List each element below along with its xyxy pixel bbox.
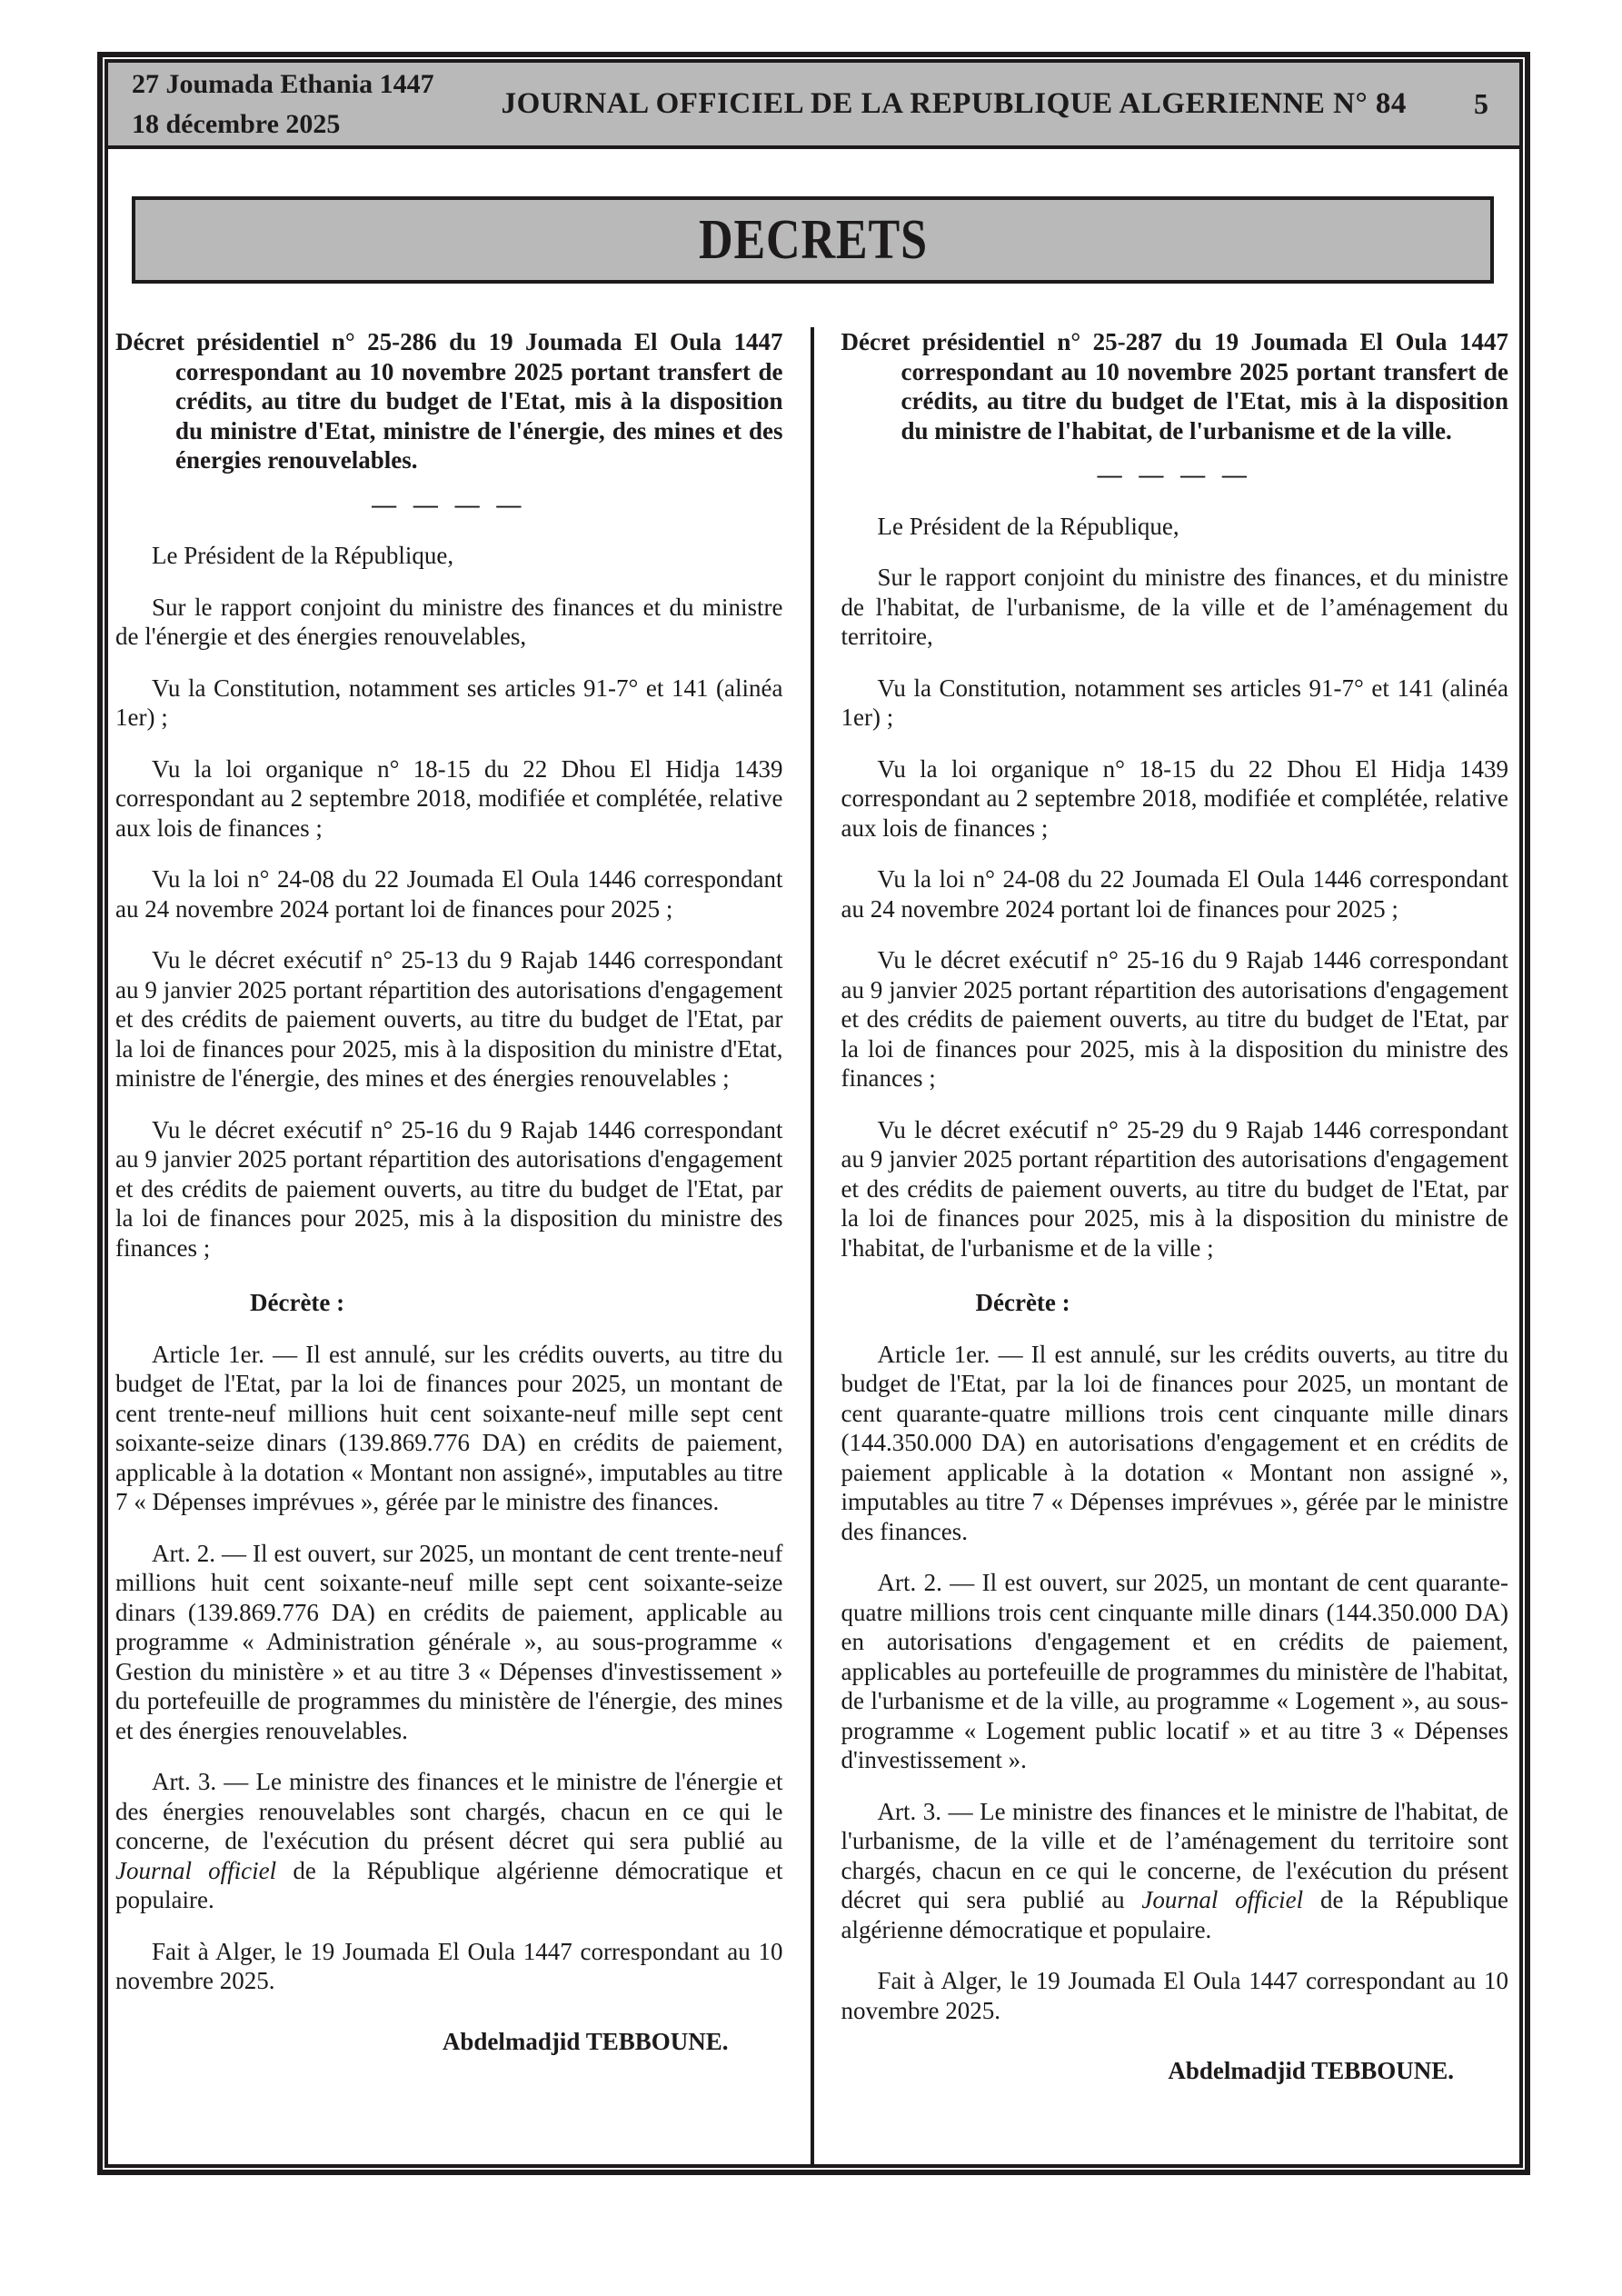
decree-title: Décret présidentiel n° 25-287 du 19 Joumada El Oula 1447 correspondant au 10 novembre 2025 portant transfert de crédits, au titre du budget de l'Etat, mis à la disposition du ministre de l'habitat, de l'urbanisme et de la ville. (841, 328, 1508, 444)
section-banner-label: DECRETS (698, 208, 928, 271)
journal-header-band (108, 63, 1519, 149)
article3-text: Art. 3. — Le ministre des finances et le ministre de l'énergie et des énergies renouvelables sont chargés, chacun en ce qui le concerne, de l'exécution du présent décret qui sera publié au (115, 1768, 783, 1854)
preamble-paragraph: Vu la loi n° 24-08 du 22 Joumada El Oula 1446 correspondant au 24 novembre 2024 portant loi de finances pour 2025 ; (841, 865, 1508, 923)
article-paragraph (841, 1797, 1509, 1945)
header-dates (108, 65, 434, 145)
article-paragraph: Art. 2. — Il est ouvert, sur 2025, un montant de cent quarante-quatre millions trois cent cinquante mille dinars (144.350.000 DA) en autorisations d'engagement et en crédits de paiement, applicables au portefeuille de programmes du ministère de l'habitat, de l'urbanisme et de la ville, au programme « Logement », au sous-programme « Logement public locatif » et au titre 3 « Dépenses d'investissement ». (841, 1569, 1508, 1773)
article3-text: Art. 3. — Le ministre des finances et le ministre de l'habitat, de l'urbanisme, de la ville et de l’aménagement du territoire sont chargés, chacun en ce qui le concerne, de l'exécution du présent décret qui sera publié au (841, 1797, 1508, 1913)
hijri-date: 27 Joumada Ethania 1447 (132, 68, 434, 99)
preamble-paragraph: Vu le décret exécutif n° 25-29 du 9 Rajab 1446 correspondant au 9 janvier 2025 portant répartition des autorisations d'engagement et des crédits de paiement ouverts, au titre du budget de l'Etat, par la loi de finances pour 2025, mis à la disposition du ministre de l'habitat, de l'urbanisme et de la ville ; (841, 1115, 1508, 1262)
section-banner-wrap (108, 196, 1519, 284)
signature: Abdelmadjid TEBBOUNE. (1168, 2057, 1454, 2084)
decrete-label: Décrète : (975, 1289, 1070, 1316)
preamble-paragraph: Sur le rapport conjoint du ministre des finances, et du ministre de l'habitat, de l'urbanisme, de la ville et de l’aménagement du territoire, (841, 564, 1508, 650)
journal-officiel-italic: Journal officiel (115, 1856, 277, 1884)
section-banner (132, 196, 1494, 284)
article-paragraph: Article 1er. — Il est annulé, sur les crédits ouverts, au titre du budget de l'Etat, par la loi de finances pour 2025, un montant de cent trente-neuf millions huit cent soixante-neuf mille sept cent soixante-seize dinars (139.869.776 DA) en crédits de paiement, applicable à la dotation « Montant non assigné», imputables au titre 7 « Dépenses imprévues », gérée par le ministre des finances. (115, 1340, 783, 1515)
title-separator: — — — — (372, 490, 527, 518)
preamble-paragraph: Le Président de la République, (152, 542, 454, 569)
right-decree-column (814, 327, 1509, 2164)
preamble-paragraph: Vu la Constitution, notamment ses articles 91-7° et 141 (alinéa 1er) ; (115, 674, 783, 731)
preamble-paragraph: Vu la loi organique n° 18-15 du 22 Dhou El Hidja 1439 correspondant au 2 septembre 2018, modifiée et complétée, relative aux lois de finances ; (841, 754, 1508, 842)
date-place-line: Fait à Alger, le 19 Joumada El Oula 1447 correspondant au 10 novembre 2025. (841, 1967, 1508, 2024)
article-paragraph: Article 1er. — Il est annulé, sur les crédits ouverts, au titre du budget de l'Etat, par la loi de finances pour 2025, un montant de cent quarante-quatre millions trois cent cinquante mille dinars (144.350.000 DA) en autorisations d'engagement et en crédits de paiement applicable à la dotation « Montant non assigné », imputables au titre 7 « Dépenses imprévues », gérée par le ministre des finances. (841, 1340, 1508, 1545)
preamble-paragraph: Vu la loi organique n° 18-15 du 22 Dhou El Hidja 1439 correspondant au 2 septembre 2018, modifiée et complétée, relative aux lois de finances ; (115, 754, 783, 842)
article3-text: de la République algérienne démocratique et populaire. (841, 1886, 1509, 1943)
article-paragraph: Art. 2. — Il est ouvert, sur 2025, un montant de cent trente-neuf millions huit cent soixante-neuf mille sept cent soixante-seize dinars (139.869.776 DA) en crédits de paiement, applicable au programme « Administration générale », au sous-programme « Gestion du ministère » et au titre 3 « Dépenses d'investissement » du portefeuille de programmes du ministère de l'énergie, des mines et des énergies renouvelables. (115, 1539, 783, 1744)
decrete-label: Décrète : (250, 1289, 345, 1316)
preamble-paragraph: Vu le décret exécutif n° 25-16 du 9 Rajab 1446 correspondant au 9 janvier 2025 portant répartition des autorisations d'engagement et des crédits de paiement ouverts, au titre du budget de l'Etat, par la loi de finances pour 2025, mis à la disposition du ministre des finances ; (841, 946, 1508, 1092)
journal-title: JOURNAL OFFICIEL DE LA REPUBLIQUE ALGERIENNE N° 84 (501, 87, 1407, 120)
date-place-line: Fait à Alger, le 19 Joumada El Oula 1447 correspondant au 10 novembre 2025. (115, 1937, 783, 1994)
preamble-paragraph: Le Président de la République, (877, 512, 1179, 540)
preamble-paragraph: Vu la loi n° 24-08 du 22 Joumada El Oula 1446 correspondant au 24 novembre 2024 portant loi de finances pour 2025 ; (115, 865, 783, 923)
preamble-paragraph: Sur le rapport conjoint du ministre des finances et du ministre de l'énergie et des énergies renouvelables, (115, 593, 783, 650)
page-frame-inner (104, 59, 1523, 2168)
title-separator: — — — — (1097, 461, 1252, 488)
left-decree-column (115, 327, 811, 2164)
article-paragraph (115, 1767, 783, 1915)
decree-title: Décret présidentiel n° 25-286 du 19 Joumada El Oula 1447 correspondant au 10 novembre 2025 portant transfert de crédits, au titre du budget de l'Etat, mis à la disposition du ministre d'Etat, ministre de l'énergie, des mines et des énergies renouvelables. (115, 328, 783, 474)
preamble-paragraph: Vu le décret exécutif n° 25-16 du 9 Rajab 1446 correspondant au 9 janvier 2025 portant répartition des autorisations d'engagement et des crédits de paiement ouverts, au titre du budget de l'Etat, par la loi de finances pour 2025, mis à la disposition du ministre des finances ; (115, 1115, 783, 1262)
journal-officiel-italic: Journal officiel (1141, 1886, 1304, 1913)
preamble-paragraph: Vu le décret exécutif n° 25-13 du 9 Rajab 1446 correspondant au 9 janvier 2025 portant répartition des autorisations d'engagement et des crédits de paiement ouverts, au titre du budget de l'Etat, par la loi de finances pour 2025, mis à la disposition du ministre d'Etat, ministre de l'énergie, des mines et des énergies renouvelables ; (115, 946, 783, 1092)
page-frame (97, 52, 1530, 2175)
header-spacer (108, 149, 1519, 196)
article3-text: de la République algérienne démocratique et populaire. (115, 1856, 783, 1913)
preamble-paragraph: Vu la Constitution, notamment ses articles 91-7° et 141 (alinéa 1er) ; (841, 674, 1508, 731)
page-number: 5 (1474, 87, 1488, 120)
decrees-columns (108, 284, 1519, 2164)
signature: Abdelmadjid TEBBOUNE. (442, 2027, 729, 2055)
gregorian-date: 18 décembre 2025 (132, 108, 341, 139)
